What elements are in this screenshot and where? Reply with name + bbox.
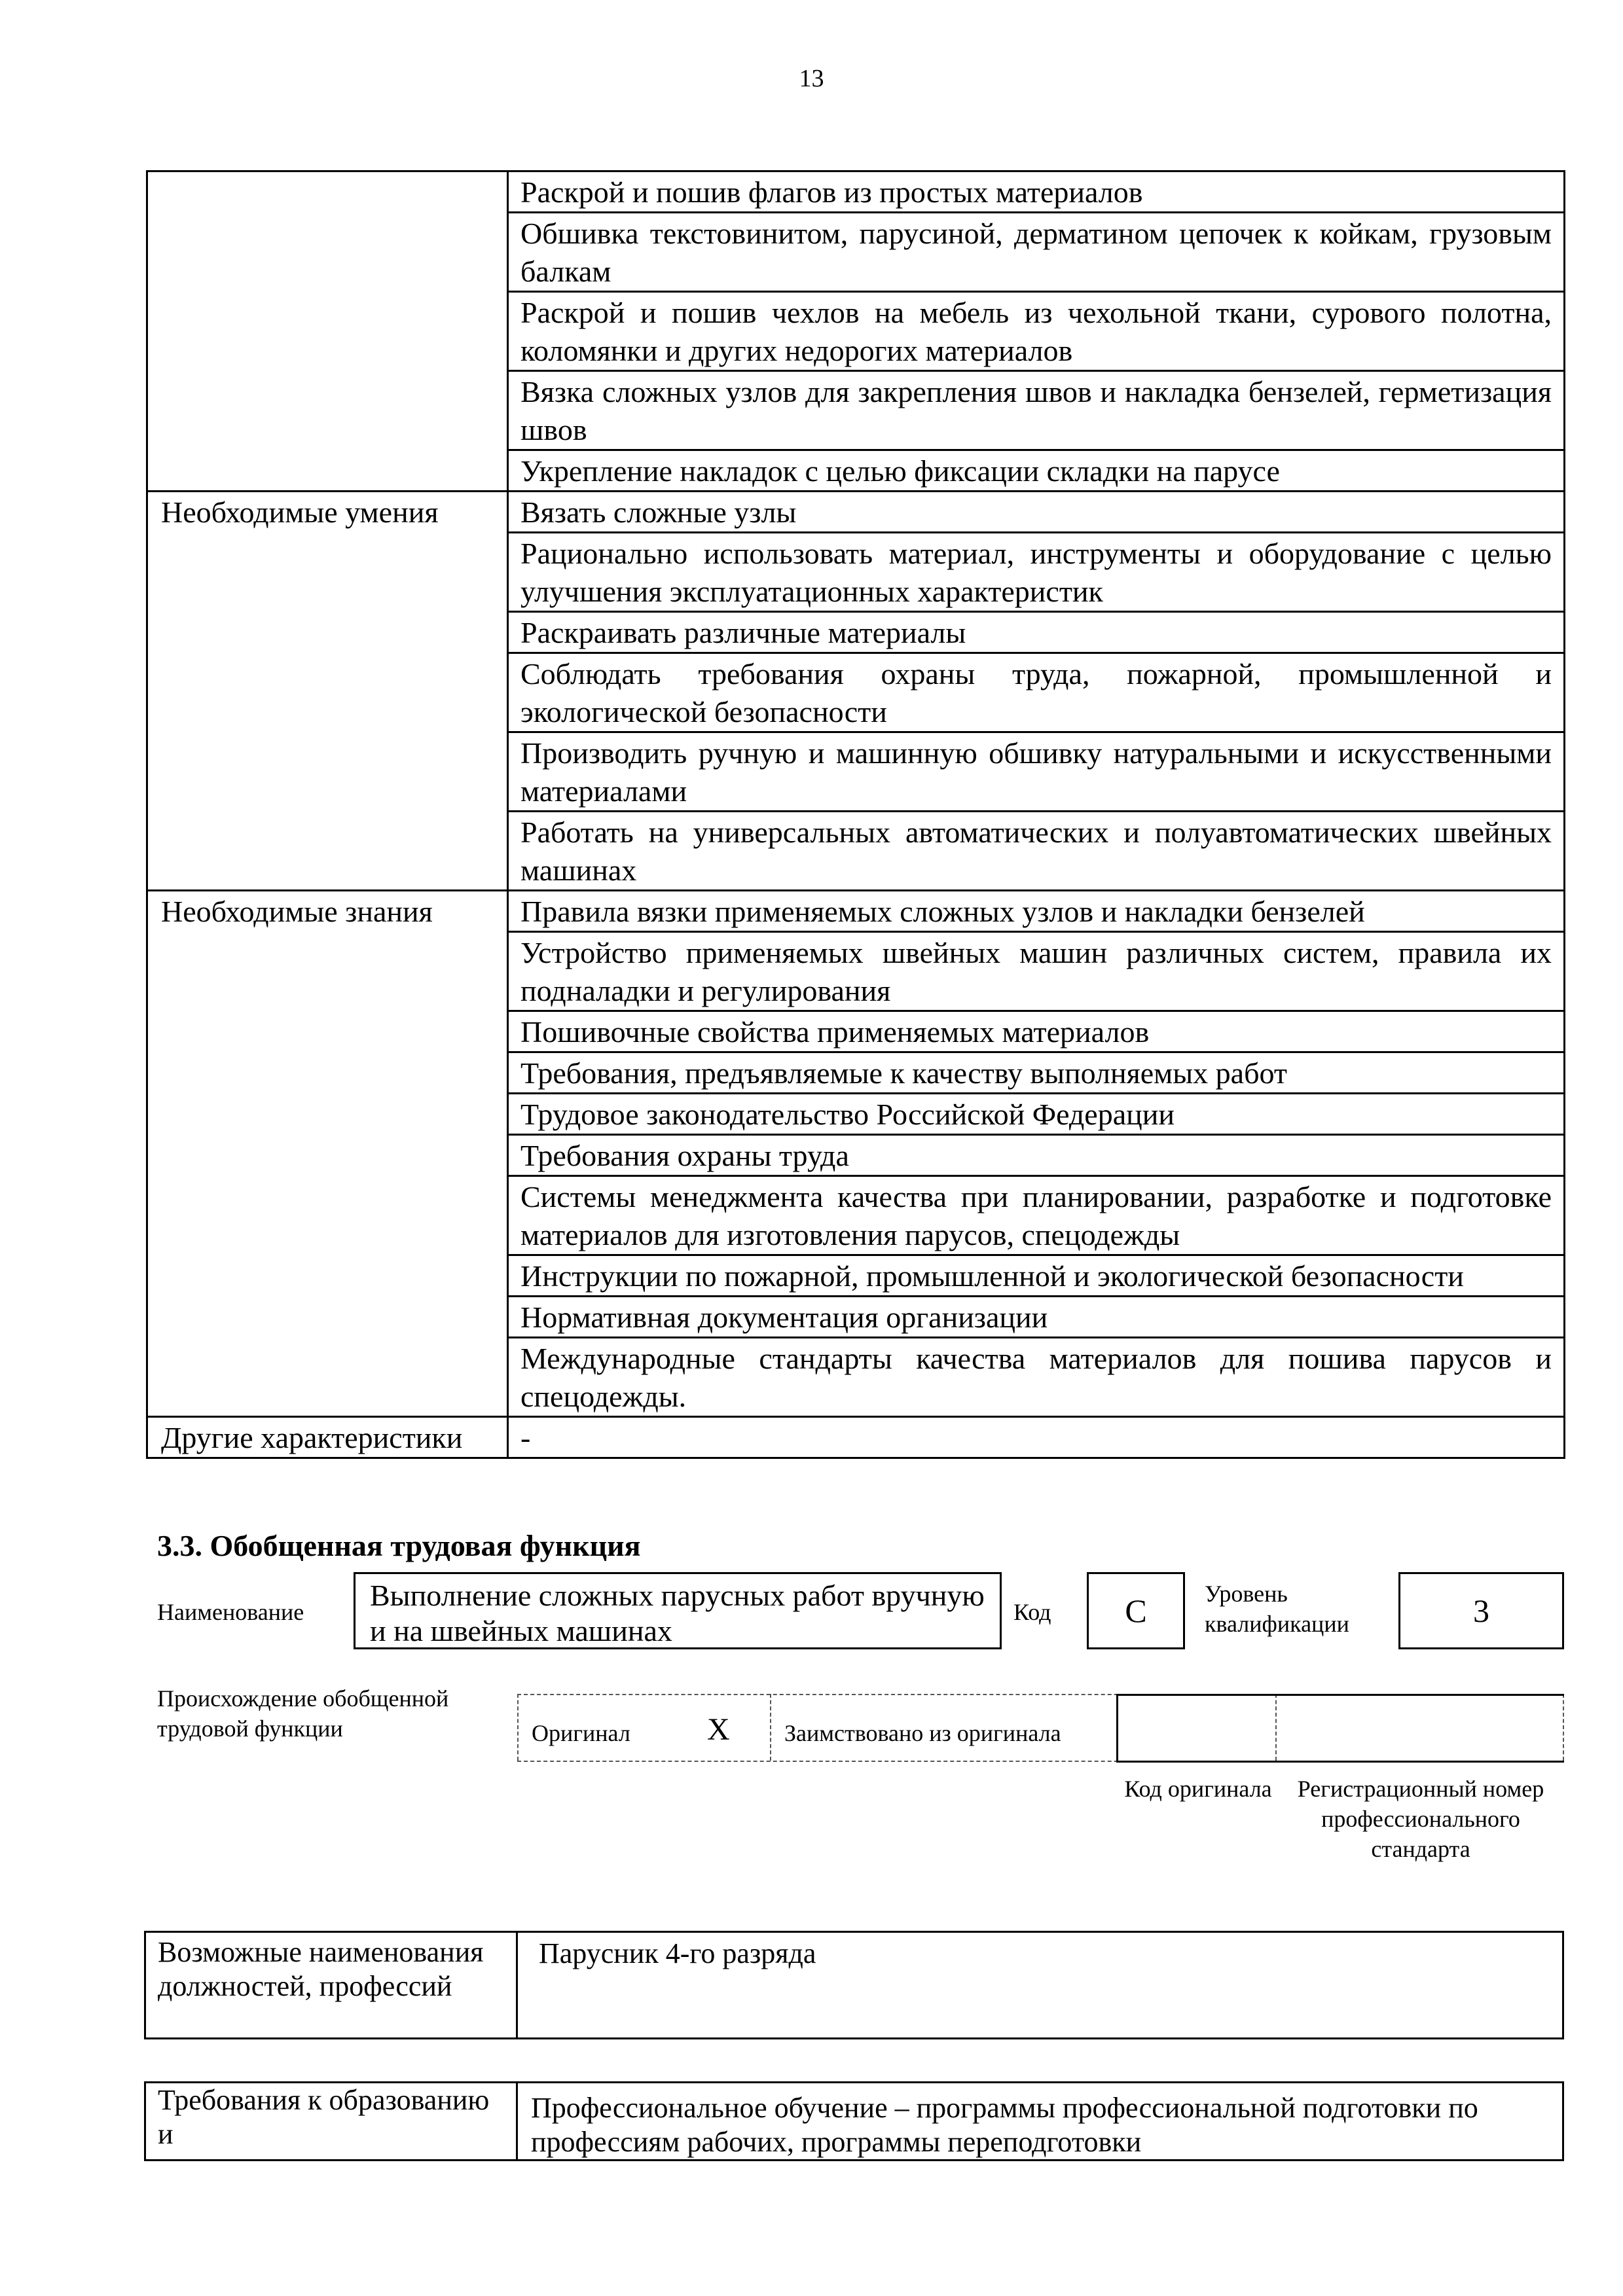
skill-item: Раскраивать различные материалы <box>508 612 1565 653</box>
other-label: Другие характеристики <box>147 1417 508 1458</box>
labor-action-item: Раскрой и пошив флагов из простых материалов <box>508 171 1565 213</box>
positions-value: Парусник 4-го разряда <box>539 1937 816 1969</box>
knowledge-label: Необходимые знания <box>147 891 508 1417</box>
knowledge-item: Международные стандарты качества материалов для пошива парусов и спецодежды. <box>508 1338 1565 1417</box>
positions-label: Возможные наименования должностей, профессий <box>158 1936 484 2002</box>
labor-action-item: Укрепление накладок с целью фиксации складки на парусе <box>508 450 1565 492</box>
skill-item: Вязать сложные узлы <box>508 492 1565 533</box>
knowledge-item: Требования, предъявляемые к качеству выполняемых работ <box>508 1052 1565 1094</box>
origin-right-bottom-border <box>1116 1761 1564 1763</box>
section-title: 3.3. Обобщенная трудовая функция <box>157 1529 641 1562</box>
table-row <box>147 171 1565 213</box>
skill-item: Работать на универсальных автоматических и полуавтоматических швейных машинах <box>508 812 1565 891</box>
labor-action-item: Вязка сложных узлов для закрепления швов и накладка бензелей, герметизация швов <box>508 371 1565 450</box>
page-number: 13 <box>799 65 824 92</box>
skill-item: Производить ручную и машинную обшивку натуральными и искусственными материалами <box>508 732 1565 812</box>
name-value: Выполнение сложных парусных работ вручную и на швейных машинах <box>370 1579 985 1647</box>
education-table <box>144 2081 1564 2161</box>
origin-right-top-border <box>1116 1694 1564 1696</box>
knowledge-item: Нормативная документация организации <box>508 1297 1565 1338</box>
education-label: Требования к образованию и <box>158 2084 490 2150</box>
origin-divider <box>770 1694 771 1761</box>
knowledge-item: Правила вязки применяемых сложных узлов и накладки бензелей <box>508 891 1565 932</box>
labor-action-item: Раскрой и пошив чехлов на мебель из чехольной ткани, сурового полотна, коломянки и других недорогих материалов <box>508 292 1565 371</box>
skill-item: Рационально использовать материал, инструменты и оборудование с целью улучшения эксплуатационных характеристик <box>508 533 1565 612</box>
code-label: Код <box>1013 1599 1051 1625</box>
knowledge-item: Пошивочные свойства применяемых материалов <box>508 1011 1565 1052</box>
orig-code-caption: Код оригинала <box>1124 1776 1272 1802</box>
education-value: Профессиональное обучение – программы профессиональной подготовки по профессиям рабочих, программы переподготовки <box>531 2092 1478 2158</box>
name-value-box <box>354 1572 1002 1649</box>
knowledge-item: Трудовое законодательство Российской Федерации <box>508 1094 1565 1135</box>
borrowed-label: Заимствовано из оригинала <box>784 1720 1061 1746</box>
reg-number-caption: Регистрационный номер профессионального стандарта <box>1297 1776 1544 1862</box>
origin-right-border <box>1563 1694 1564 1761</box>
table-row <box>147 492 1565 533</box>
origin-divider <box>1275 1694 1277 1761</box>
other-value: - <box>508 1417 1565 1458</box>
labor-actions-label-cell <box>147 171 508 492</box>
labor-action-item: Обшивка текстовинитом, парусиной, дерматином цепочек к койкам, грузовым балкам <box>508 213 1565 292</box>
knowledge-item: Требования охраны труда <box>508 1135 1565 1176</box>
knowledge-item: Устройство применяемых швейных машин различных систем, правила их подналадки и регулирования <box>508 932 1565 1011</box>
table-row <box>147 891 1565 932</box>
name-label: Наименование <box>157 1599 304 1625</box>
knowledge-item: Инструкции по пожарной, промышленной и экологической безопасности <box>508 1255 1565 1297</box>
education-divider <box>516 2083 518 2159</box>
origin-divider-solid <box>1116 1694 1119 1761</box>
code-value: C <box>1087 1572 1185 1649</box>
origin-label: Происхождение обобщенной трудовой функции <box>157 1685 449 1742</box>
original-label: Оригинал <box>532 1720 630 1746</box>
table-row <box>147 1417 1565 1458</box>
level-value: 3 <box>1398 1572 1564 1649</box>
skills-label: Необходимые умения <box>147 492 508 891</box>
positions-divider <box>516 1933 518 2037</box>
origin-left-border <box>517 1694 519 1761</box>
level-label: Уровень квалификации <box>1205 1581 1349 1637</box>
original-mark: X <box>707 1712 730 1747</box>
positions-table <box>144 1931 1564 2039</box>
knowledge-item: Системы менеджмента качества при планировании, разработке и подготовке материалов для изготовления парусов, спецодежды <box>508 1176 1565 1255</box>
skill-item: Соблюдать требования охраны труда, пожарной, промышленной и экологической безопасности <box>508 653 1565 732</box>
labor-function-table <box>146 170 1565 1459</box>
